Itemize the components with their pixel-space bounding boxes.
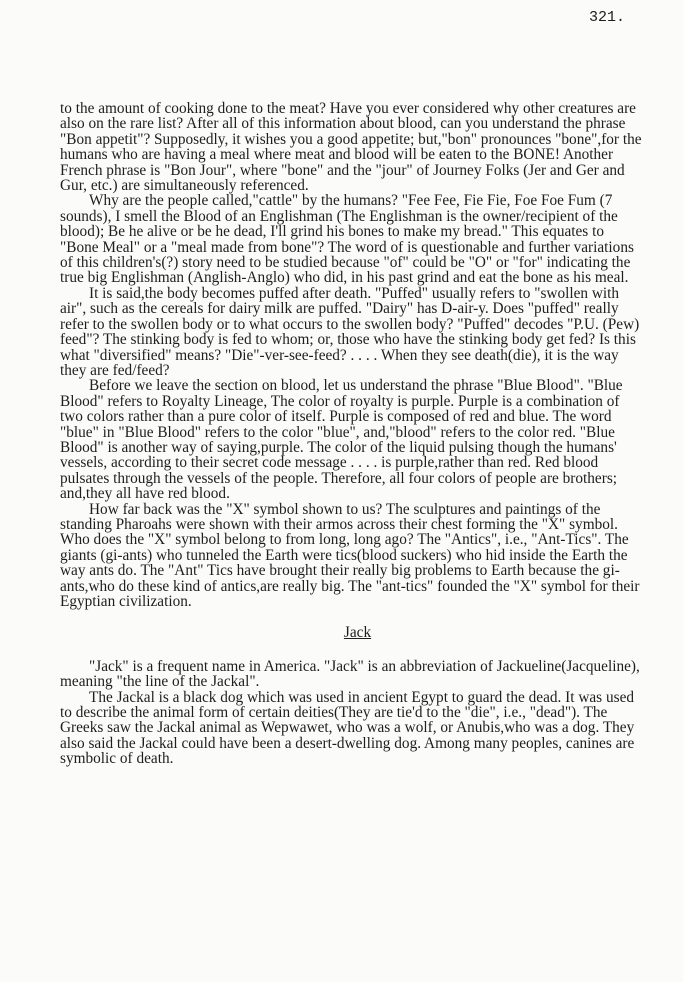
paragraph-bon-appetit: to the amount of cooking done to the meat? Have you ever considered why other creatures are also on the rare list? After all of this information about blood, can you understand the phrase "Bon appetit"? Supposedly, it wishes you a good appetite; but,"bon" pronounces "bone",for the humans who are having a meal where meat and blood will be eaten to the BONE! Another French phrase is "Bon Jour", where "bone" and the "jour" of Journey Folks (Jer and Ger and Gur, etc.) are simultaneously referenced.	[60, 100, 642, 195]
section-heading-jack: Jack	[343, 624, 372, 642]
page-number: 321.	[588, 9, 625, 26]
paragraph-x-symbol: How far back was the "X" symbol shown to us? The sculptures and paintings of the standing Pharoahs were shown with their armos across their chest forming the "X" symbol. Who does the "X" symbol belong to from long, long ago? The "Antics", i.e., "Ant-Tics". The giants (gi-ants) who tunneled the Earth were tics(blood suckers) who hid inside the Earth the way ants do. The "Ant" Tics have brought their really big problems to Earth because the gi-ants,who do these kind of antics,are really big. The "ant-tics" founded the "X" symbol for their Egyptian civilization.	[60, 500, 640, 610]
paragraph-blue-blood: Before we leave the section on blood, let us understand the phrase "Blue Blood". "Blue Blood" refers to Royalty Lineage, The color of royalty is purple. Purple is a combination of two colors rather than a pure color of itself. Purple is composed of red and blue. The word "blue" in "Blue Blood" refers to the color "blue", and,"blood" refers to the color red. "Blue Blood" is another way of saying,purple. The color of the liquid pulsing though the humans' vessels, according to their secret code message . . . . is purple,rather than red. Red blood pulsates through the vessels of the people. Therefore, all four colors of people are brothers; and,they all have red blood.	[60, 377, 623, 503]
paragraph-jackal: The Jackal is a black dog which was used in ancient Egypt to guard the dead. It was used to describe the animal form of certain deities(They are tie'd to the "die", i.e., "dead"). The Greeks saw the Jackal animal as Wepwawet, who was a wolf, or Anubis,who was a dog. They also said the Jackal could have been a desert-dwelling dog. Among many peoples, canines are symbolic of death.	[60, 688, 635, 768]
paragraph-jack-name: "Jack" is a frequent name in America. "Jack" is an abbreviation of Jackueline(Jacqueline), meaning "the line of the Jackal".	[60, 657, 640, 691]
paragraph-puffed: It is said,the body becomes puffed after death. "Puffed" usually refers to "swollen with air", such as the cereals for dairy milk are puffed. "Dairy" has D-air-y. Does "puffed" really refer to the swollen body or to what occurs to the swollen body? "Puffed" decodes "P.U. (Pew) feed"? The stinking body is fed to whom; or, those who have the stinking body get fed? Is this what "diversified" means? "Die"-ver-see-feed? . . . . When they see death(die), it is the way they are fed/feed?	[60, 284, 640, 379]
body-text	[60, 101, 645, 767]
paragraph-cattle: Why are the people called,"cattle" by the humans? "Fee Fee, Fie Fie, Foe Foe Fum (7 sounds), I smell the Blood of an Englishman (The Englishman is the owner/recipient of the blood); Be he alive or be he dead, I'll grind his bones to make my bread." This equates to "Bone Meal" or a "meal made from bone"? The word of is questionable and further variations of this children's(?) story need to be studied because "of" could be "O" or "for" indicating the true big Englishman (Anglish-Anglo) who did, in his past grind and eat the bone as his meal.	[60, 192, 634, 287]
